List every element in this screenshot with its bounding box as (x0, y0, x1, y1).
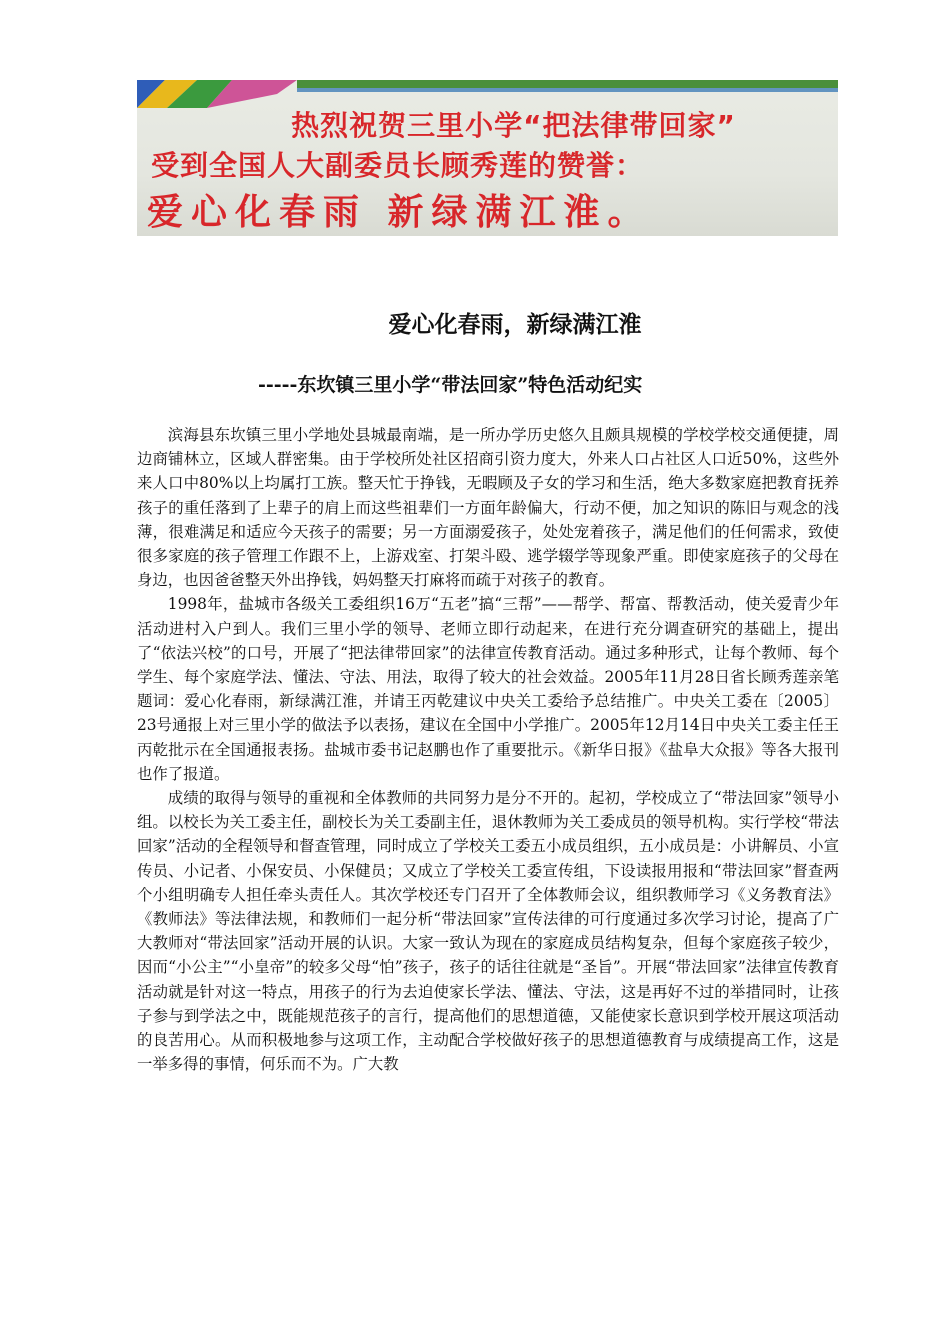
paragraph-1: 滨海县东坎镇三里小学地处县城最南端，是一所办学历史悠久且颇具规模的学校学校交通便捷，周边商铺林立，区域人群密集。由于学校所处社区招商引资力度大，外来人口占社区人口近50%，这些外来人口中80%以上均属打工族。整天忙于挣钱，无暇顾及子女的学习和生活，绝大多数家庭把教育抚养孩子的重任落到了上辈子的肩上而这些祖辈们一方面年龄偏大，行动不便，加之知识的陈旧与观念的浅薄，很难满足和适应今天孩子的需要；另一方面溺爱孩子，处处宠着孩子，满足他们的任何需求，致使很多家庭的孩子管理工作跟不上，上游戏室、打架斗殴、逃学辍学等现象严重。即使家庭孩子的父母在身边，也因爸爸整天外出挣钱，妈妈整天打麻将而疏于对孩子的教育。 (137, 426, 839, 590)
paragraph-2: 1998年，盐城市各级关工委组织16万“五老”搞“三帮”——帮学、帮富、帮教活动，使关爱青少年活动进村入户到人。我们三里小学的领导、老师立即行动起来，在进行充分调查研究的基础上，提出了“依法兴校”的口号，开展了“把法律带回家”的法律宣传教育活动。通过多种形式，让每个教师、每个学生、每个家庭学法、懂法、守法、用法，取得了较大的社会效益。2005年11月28日省长顾秀莲亲笔题词：爱心化春雨，新绿满江淮，并请王丙乾建议中央关工委给予总结推广。中央关工委在〔2005〕23号通报上对三里小学的做法予以表扬，建议在全国中小学推广。2005年12月14日中央关工委主任王丙乾批示在全国通报表扬。盐城市委书记赵鹏也作了重要批示。《新华日报》《盐阜大众报》等各大报刊也作了报道。 (137, 595, 839, 783)
article-body (137, 423, 839, 1076)
banner-photo (137, 80, 838, 236)
paragraph-3: 成绩的取得与领导的重视和全体教师的共同努力是分不开的。起初，学校成立了“带法回家”领导小组。以校长为关工委主任，副校长为关工委副主任，退休教师为关工委成员的领导机构。实行学校“带法回家”活动的全程领导和督查管理，同时成立了学校关工委五小成员组织，五小成员是：小讲解员、小宣传员、小记者、小保安员、小保健员；又成立了学校关工委宣传组，下设读报用报和“带法回家”督查两个小组明确专人担任牵头责任人。其次学校还专门召开了全体教师会议，组织教师学习《义务教育法》《教师法》等法律法规，和教师们一起分析“带法回家”宣传法律的可行度通过多次学习讨论，提高了广大教师对“带法回家”活动开展的认识。大家一致认为现在的家庭成员结构复杂，但每个家庭孩子较少，因而“小公主”“小皇帝”的较多父母“怕”孩子，孩子的话往往就是“圣旨”。开展“带法回家”法律宣传教育活动就是针对这一特点，用孩子的行为去迫使家长学法、懂法、守法，这是再好不过的举措同时，让孩子参与到学法之中，既能规范孩子的言行，提高他们的思想道德，又能使家长意识到学校开展这项活动的良苦用心。从而积极地参与这项工作，主动配合学校做好孩子的思想道德教育与成绩提高工作，这是一举多得的事情，何乐而不为。广大教 (137, 789, 839, 1074)
document-title: 爱心化春雨，新绿满江淮 (388, 311, 642, 338)
document-subtitle: -----东坎镇三里小学“带法回家”特色活动纪实 (258, 374, 643, 396)
banner-line-1: 热烈祝贺三里小学“把法律带回家” (291, 109, 736, 142)
banner-line-2: 受到全国人大副委员长顾秀莲的赞誉： (151, 149, 645, 182)
banner-line-3: 爱心化春雨 新绿满江淮。 (147, 191, 652, 233)
